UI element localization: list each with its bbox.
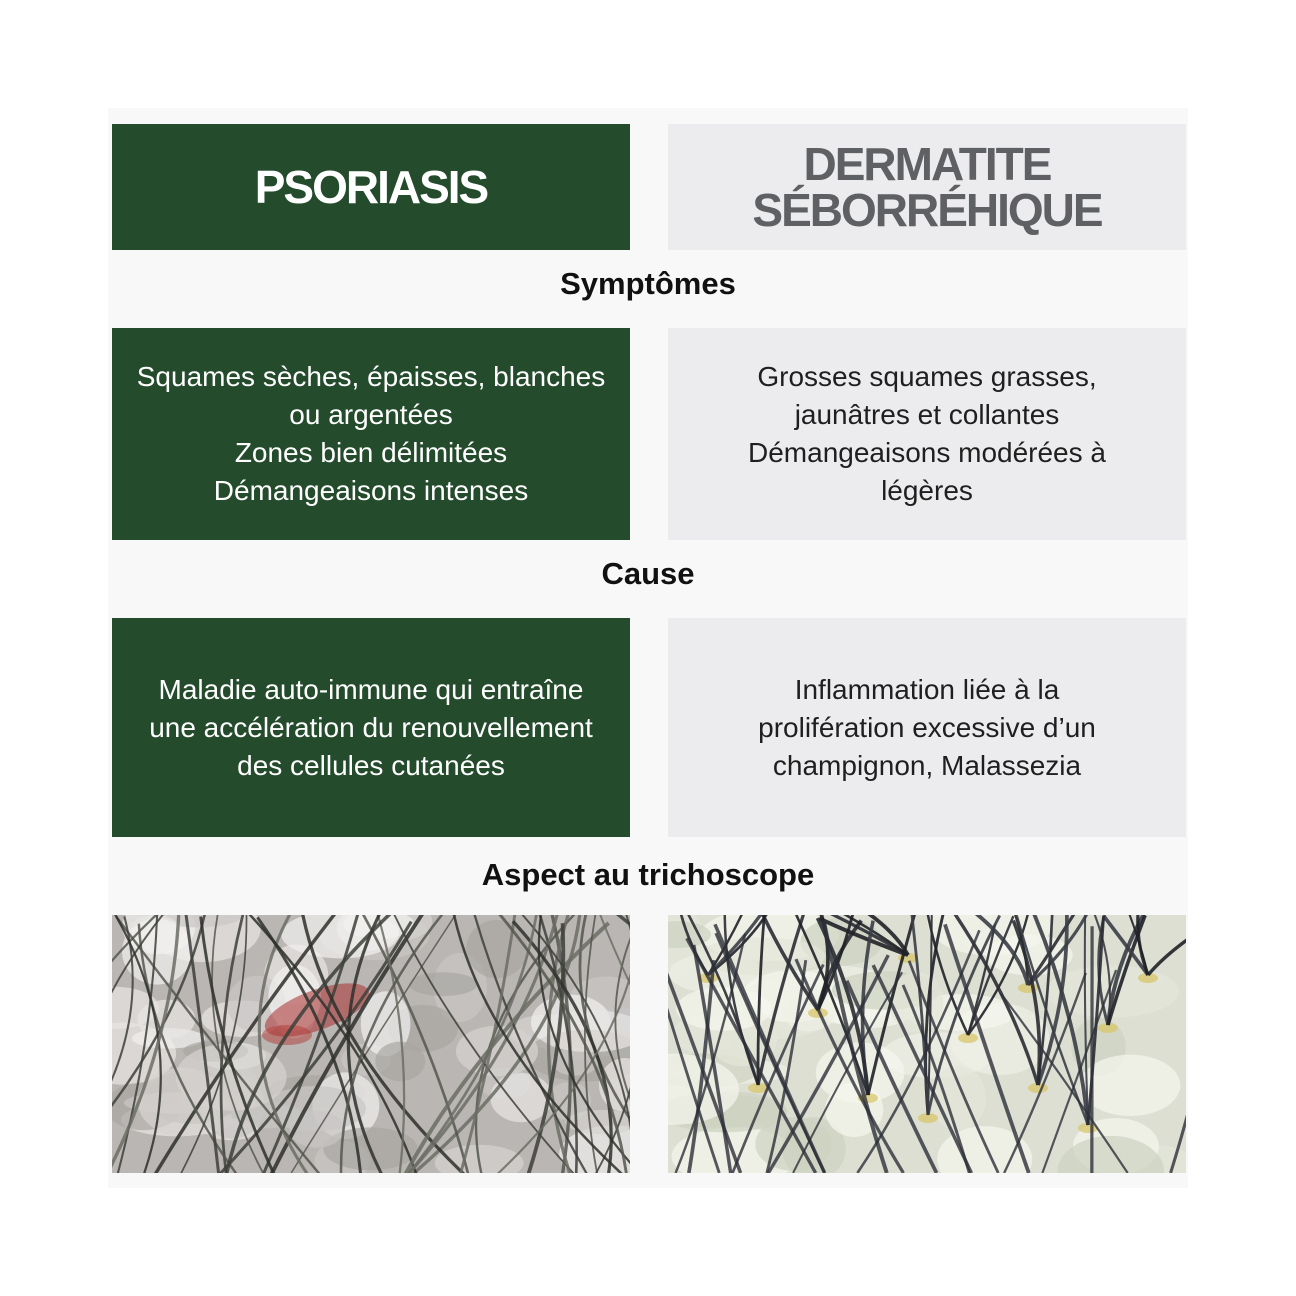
psoriasis-symptom-line: ou argentées — [289, 399, 453, 430]
dermatite-title-line2: SÉBORRÉHIQUE — [752, 184, 1102, 236]
dermatite-symptom-line: Démangeaisons modérées à — [748, 437, 1106, 468]
psoriasis-symptom-line: Squames sèches, épaisses, blanches — [136, 361, 606, 392]
dermatite-trichoscope-image — [668, 915, 1186, 1173]
dermatite-symptom-line: légères — [881, 475, 973, 506]
psoriasis-symptom-line: Démangeaisons intenses — [213, 475, 529, 506]
psoriasis-trichoscope-image — [112, 915, 630, 1173]
psoriasis-cause-line: Maladie auto-immune qui entraîne — [158, 673, 584, 705]
dermatite-header — [668, 124, 1186, 250]
dermatite-title-line1: DERMATITE — [803, 138, 1051, 190]
section-symptoms-heading: Symptômes — [560, 266, 736, 301]
psoriasis-cause — [112, 618, 630, 837]
dermatite-symptom-line: jaunâtres et collantes — [794, 399, 1060, 430]
psoriasis-cause-line: une accélération du renouvellement — [149, 711, 593, 743]
psoriasis-cause-line: des cellules cutanées — [237, 749, 505, 781]
dermatite-symptoms — [668, 328, 1186, 540]
psoriasis-header — [112, 124, 630, 250]
dermatite-symptom-line: Grosses squames grasses, — [757, 361, 1097, 392]
dermatite-cause — [668, 618, 1186, 837]
section-trichoscope-heading: Aspect au trichoscope — [481, 857, 815, 892]
dermatite-cause-line: Inflammation liée à la — [794, 673, 1060, 705]
section-cause-heading: Cause — [601, 556, 695, 591]
dermatite-cause-line: prolifération excessive d’un — [758, 711, 1096, 743]
psoriasis-symptoms — [112, 328, 630, 540]
psoriasis-symptom-line: Zones bien délimitées — [234, 437, 508, 468]
dermatite-cause-line: champignon, Malassezia — [772, 749, 1082, 781]
psoriasis-title: PSORIASIS — [254, 161, 488, 213]
